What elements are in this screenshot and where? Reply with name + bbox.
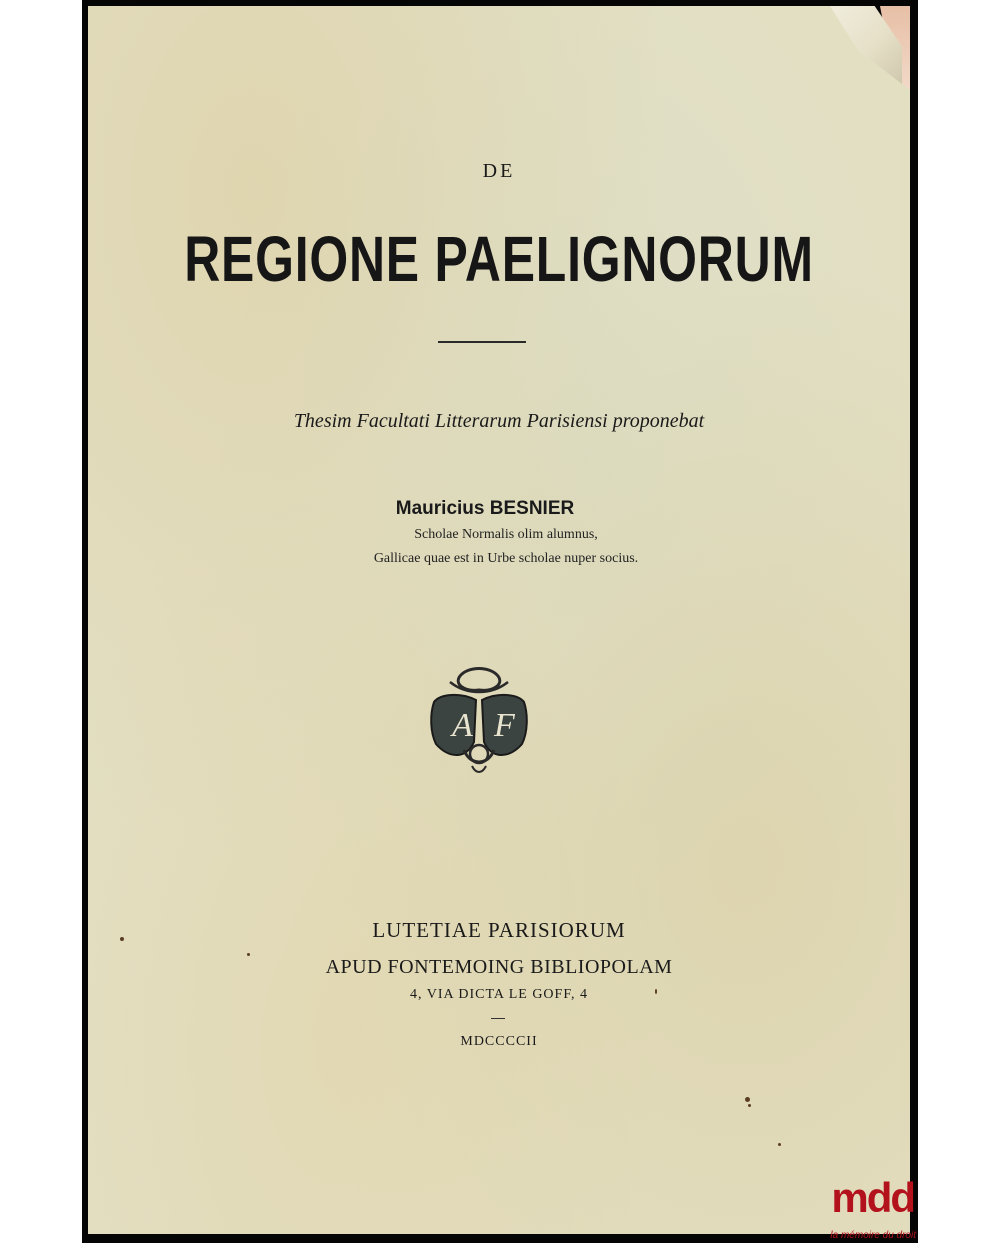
svg-text:F: F bbox=[494, 707, 515, 744]
publisher-monogram-icon bbox=[420, 662, 538, 780]
svg-text:A: A bbox=[452, 707, 473, 744]
imprint-place: LUTETIAE PARISIORUM bbox=[372, 918, 626, 942]
title-rule bbox=[438, 341, 526, 343]
author-name: Mauricius BESNIER bbox=[395, 498, 575, 519]
mdd-logo: mdd bbox=[831, 1174, 914, 1221]
stain-mark bbox=[778, 1143, 781, 1146]
author-affiliation-2: Gallicae quae est in Urbe scholae nuper socius. bbox=[373, 551, 639, 566]
stain-mark bbox=[745, 1097, 750, 1102]
imprint-address: 4, VIA DICTA LE GOFF, 4 bbox=[409, 987, 588, 1002]
imprint-rule bbox=[491, 1018, 505, 1019]
stain-mark bbox=[748, 1104, 751, 1107]
imprint-year: MDCCCCII bbox=[460, 1034, 538, 1049]
title-preposition: DE bbox=[482, 160, 516, 182]
mdd-logo-caption: la mémoire du droit bbox=[830, 1230, 916, 1241]
author-affiliation-1: Scholae Normalis olim alumnus, bbox=[414, 527, 598, 542]
imprint-publisher: APUD FONTEMOING BIBLIOPOLAM bbox=[325, 956, 673, 978]
book-title: REGIONE PAELIGNORUM bbox=[184, 223, 814, 295]
thesis-line: Thesim Facultati Litterarum Parisiensi proponebat bbox=[293, 410, 705, 432]
